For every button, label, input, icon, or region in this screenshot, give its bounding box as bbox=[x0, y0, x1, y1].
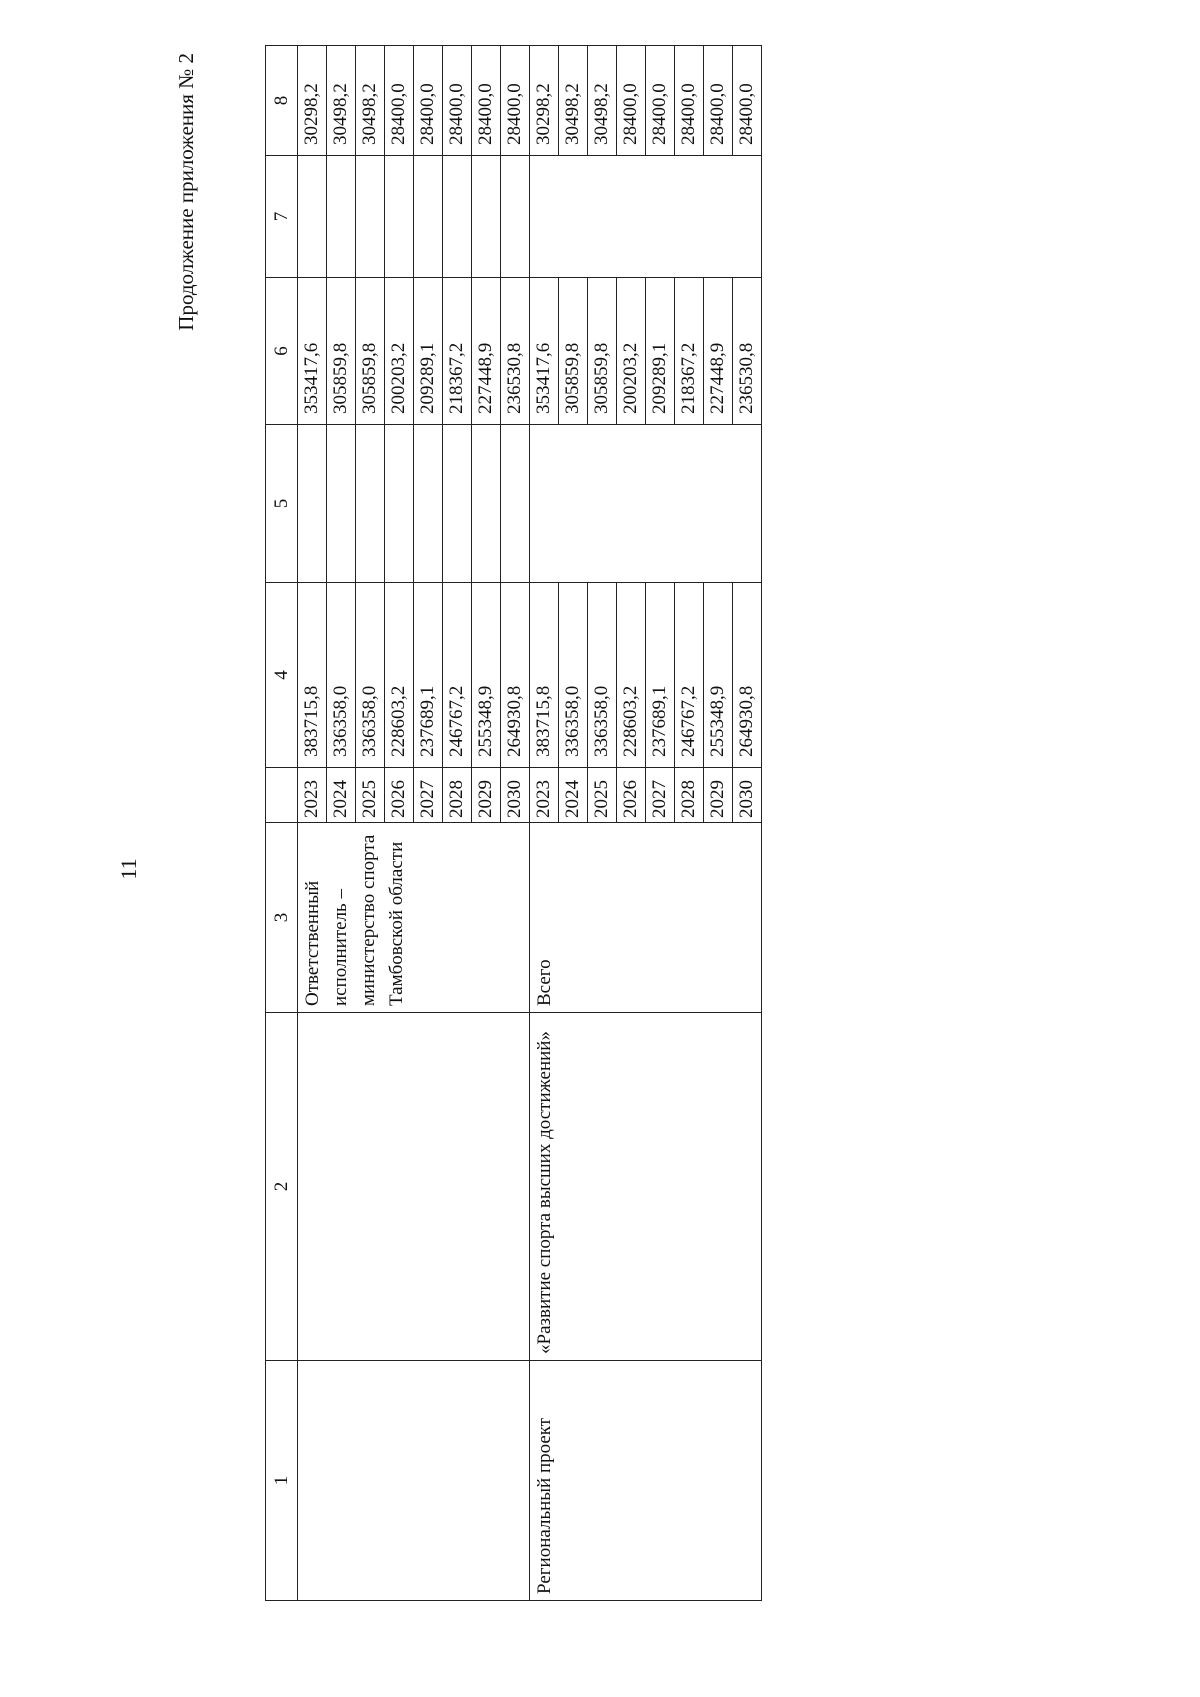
col8-amount-cell: 28400,0 bbox=[501, 46, 530, 156]
col5-cell bbox=[356, 425, 385, 583]
col6-amount-cell: 218367,2 bbox=[443, 278, 472, 425]
col8-amount-cell: 30498,2 bbox=[588, 46, 617, 156]
total-amount-cell: 383715,8 bbox=[530, 583, 559, 768]
col6-amount-cell: 353417,6 bbox=[298, 278, 327, 425]
year-cell: 2026 bbox=[617, 768, 646, 823]
col7-cell bbox=[414, 156, 443, 278]
col6-amount-cell: 353417,6 bbox=[530, 278, 559, 425]
col6-amount-cell: 305859,8 bbox=[327, 278, 356, 425]
header-cell: 3 bbox=[266, 823, 298, 1013]
header-row bbox=[266, 46, 298, 1601]
page-number: 11 bbox=[116, 858, 141, 880]
col6-amount-cell: 236530,8 bbox=[501, 278, 530, 425]
program-type-cell bbox=[298, 1361, 530, 1601]
col8-amount-cell: 28400,0 bbox=[414, 46, 443, 156]
col7-cell bbox=[530, 156, 762, 278]
header-cell: 1 bbox=[266, 1361, 298, 1601]
col5-cell bbox=[472, 425, 501, 583]
total-amount-cell: 246767,2 bbox=[675, 583, 704, 768]
col7-cell bbox=[298, 156, 327, 278]
budget-table bbox=[265, 45, 762, 1601]
total-amount-cell: 255348,9 bbox=[704, 583, 733, 768]
year-cell: 2025 bbox=[588, 768, 617, 823]
header-cell: 4 bbox=[266, 583, 298, 768]
col6-amount-cell: 305859,8 bbox=[356, 278, 385, 425]
col8-amount-cell: 30298,2 bbox=[298, 46, 327, 156]
total-amount-cell: 336358,0 bbox=[588, 583, 617, 768]
col6-amount-cell: 200203,2 bbox=[617, 278, 646, 425]
col8-amount-cell: 28400,0 bbox=[733, 46, 762, 156]
col8-amount-cell: 28400,0 bbox=[704, 46, 733, 156]
executor-cell: Всего bbox=[530, 823, 762, 1013]
col8-amount-cell: 28400,0 bbox=[617, 46, 646, 156]
year-cell: 2024 bbox=[559, 768, 588, 823]
col8-amount-cell: 28400,0 bbox=[646, 46, 675, 156]
total-amount-cell: 228603,2 bbox=[617, 583, 646, 768]
col5-cell bbox=[443, 425, 472, 583]
col7-cell bbox=[327, 156, 356, 278]
total-amount-cell: 264930,8 bbox=[501, 583, 530, 768]
year-cell: 2023 bbox=[530, 768, 559, 823]
total-amount-cell: 336358,0 bbox=[356, 583, 385, 768]
table-row bbox=[298, 46, 327, 1601]
col8-amount-cell: 28400,0 bbox=[675, 46, 704, 156]
total-amount-cell: 336358,0 bbox=[559, 583, 588, 768]
program-type-cell: Региональный проект bbox=[530, 1361, 762, 1601]
col8-amount-cell: 28400,0 bbox=[385, 46, 414, 156]
col6-amount-cell: 236530,8 bbox=[733, 278, 762, 425]
total-amount-cell: 336358,0 bbox=[327, 583, 356, 768]
header-cell: 2 bbox=[266, 1013, 298, 1361]
header-cell: 8 bbox=[266, 46, 298, 156]
col8-amount-cell: 28400,0 bbox=[443, 46, 472, 156]
col8-amount-cell: 28400,0 bbox=[472, 46, 501, 156]
year-cell: 2027 bbox=[414, 768, 443, 823]
col6-amount-cell: 227448,9 bbox=[704, 278, 733, 425]
header-cell: 5 bbox=[266, 425, 298, 583]
col6-amount-cell: 305859,8 bbox=[588, 278, 617, 425]
col6-amount-cell: 218367,2 bbox=[675, 278, 704, 425]
col7-cell bbox=[501, 156, 530, 278]
year-cell: 2023 bbox=[298, 768, 327, 823]
col5-cell bbox=[530, 425, 762, 583]
table-row bbox=[530, 46, 559, 1601]
col7-cell bbox=[385, 156, 414, 278]
col5-cell bbox=[327, 425, 356, 583]
year-cell: 2030 bbox=[733, 768, 762, 823]
col5-cell bbox=[298, 425, 327, 583]
program-name-cell bbox=[298, 1013, 530, 1361]
year-cell: 2029 bbox=[472, 768, 501, 823]
total-amount-cell: 264930,8 bbox=[733, 583, 762, 768]
col8-amount-cell: 30498,2 bbox=[327, 46, 356, 156]
col7-cell bbox=[356, 156, 385, 278]
header-cell: 6 bbox=[266, 278, 298, 425]
year-cell: 2028 bbox=[443, 768, 472, 823]
total-amount-cell: 228603,2 bbox=[385, 583, 414, 768]
col5-cell bbox=[501, 425, 530, 583]
col7-cell bbox=[443, 156, 472, 278]
year-cell: 2028 bbox=[675, 768, 704, 823]
total-amount-cell: 246767,2 bbox=[443, 583, 472, 768]
total-amount-cell: 255348,9 bbox=[472, 583, 501, 768]
col6-amount-cell: 209289,1 bbox=[414, 278, 443, 425]
program-name-cell: «Развитие спорта высших достижений» bbox=[530, 1013, 762, 1361]
year-cell: 2030 bbox=[501, 768, 530, 823]
col8-amount-cell: 30298,2 bbox=[530, 46, 559, 156]
col6-amount-cell: 227448,9 bbox=[472, 278, 501, 425]
col8-amount-cell: 30498,2 bbox=[559, 46, 588, 156]
col7-cell bbox=[472, 156, 501, 278]
year-cell: 2025 bbox=[356, 768, 385, 823]
header-cell bbox=[266, 768, 298, 823]
year-cell: 2024 bbox=[327, 768, 356, 823]
col5-cell bbox=[414, 425, 443, 583]
appendix-title: Продолжение приложения № 2 bbox=[174, 53, 198, 331]
total-amount-cell: 237689,1 bbox=[646, 583, 675, 768]
executor-cell: Ответственный исполнитель – министерство спорта Тамбовской области bbox=[298, 823, 530, 1013]
col6-amount-cell: 209289,1 bbox=[646, 278, 675, 425]
year-cell: 2027 bbox=[646, 768, 675, 823]
col8-amount-cell: 30498,2 bbox=[356, 46, 385, 156]
total-amount-cell: 383715,8 bbox=[298, 583, 327, 768]
year-cell: 2026 bbox=[385, 768, 414, 823]
header-cell: 7 bbox=[266, 156, 298, 278]
year-cell: 2029 bbox=[704, 768, 733, 823]
col6-amount-cell: 305859,8 bbox=[559, 278, 588, 425]
col6-amount-cell: 200203,2 bbox=[385, 278, 414, 425]
col5-cell bbox=[385, 425, 414, 583]
total-amount-cell: 237689,1 bbox=[414, 583, 443, 768]
